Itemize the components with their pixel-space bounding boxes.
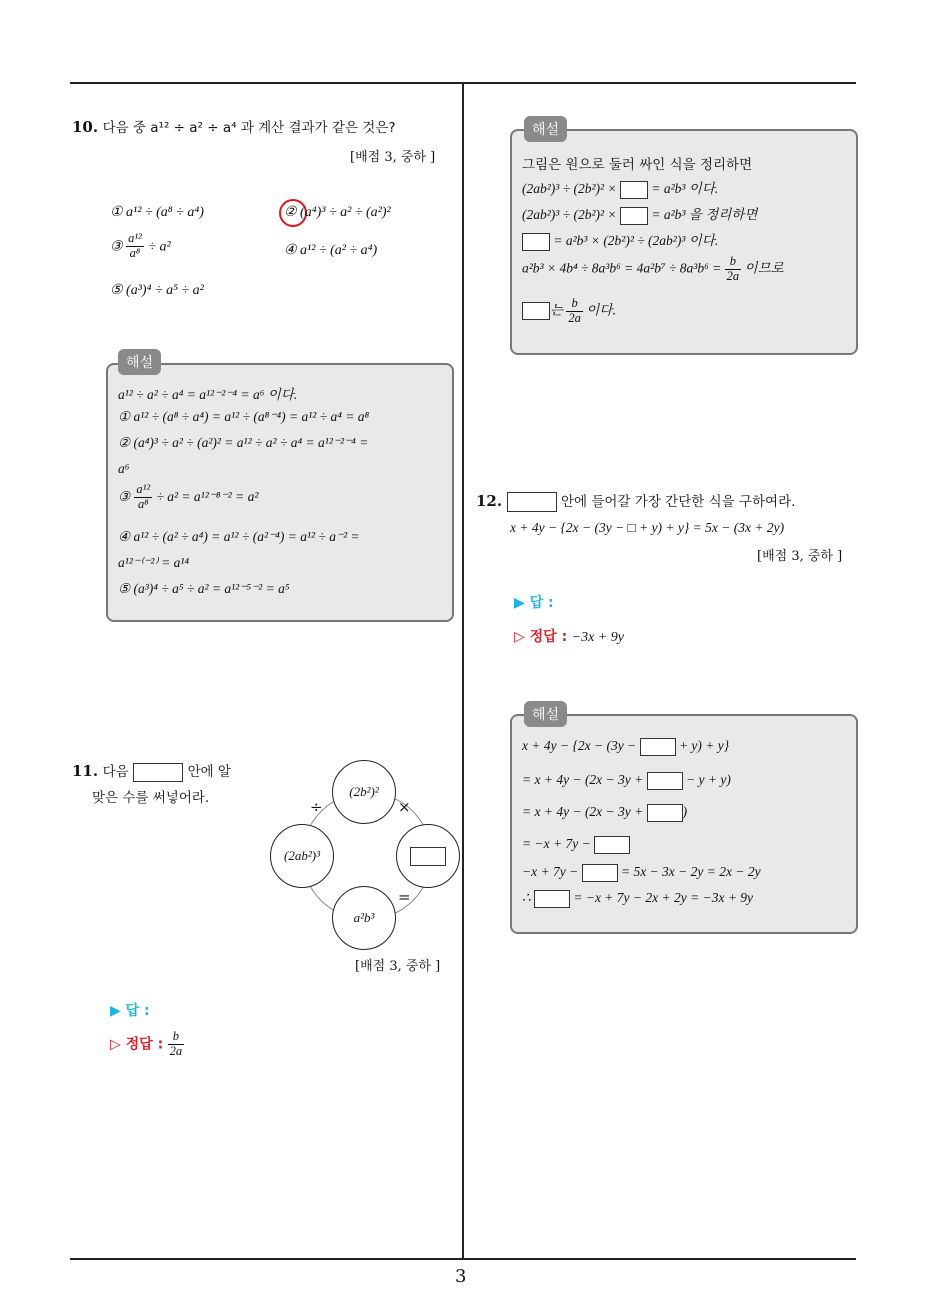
blank-box: [647, 772, 683, 790]
solution-tag: 해설: [118, 349, 161, 375]
circle-top: (2b²)²: [332, 760, 396, 824]
blank-box: [640, 738, 676, 756]
question-10: [72, 116, 452, 136]
blank-box: [133, 763, 183, 782]
solution-line: −x + 7y − = 5x − 3x − 2y = 2x − 2y: [522, 864, 761, 882]
solution-box-12: [510, 714, 858, 934]
page-number: 3: [455, 1266, 467, 1287]
choice-1[interactable]: ① a¹² ÷ (a⁸ ÷ a⁴): [110, 205, 204, 220]
circle-bottom: a²b³: [332, 886, 396, 950]
blank-box: [647, 804, 683, 822]
solution-line: ⑤ (a³)⁴ ÷ a⁵ ÷ a² = a¹²⁻⁵⁻² = a⁵: [118, 581, 290, 596]
solution-line: ① a¹² ÷ (a⁸ ÷ a⁴) = a¹² ÷ (a⁸⁻⁴) = a¹² ÷ a⁴ = a⁸: [118, 409, 370, 424]
question-11: 11. 다음 안에 알 맞은 수를 써넣어라.: [72, 762, 231, 806]
column-divider: [462, 82, 464, 1259]
correct-answer: ▷ 정답 : −3x + 9y: [514, 629, 624, 645]
solution-line: a⁶: [118, 461, 130, 476]
answer-label: ▶ 답 :: [110, 1003, 150, 1019]
solution-line: = x + 4y − (2x − 3y + ): [522, 804, 687, 822]
score-tag: [배점 3, 중하 ]: [355, 959, 441, 974]
choice-4[interactable]: ④ a¹² ÷ (a² ÷ a⁴): [284, 243, 378, 258]
question-number: 11.: [72, 762, 99, 780]
solution-line: = x + 4y − (2x − 3y + − y + y): [522, 772, 731, 790]
operator-times: ×: [398, 798, 411, 816]
circle-right-blank: [396, 824, 460, 888]
circle-diagram: [270, 760, 460, 950]
operator-divide: ÷: [310, 798, 323, 816]
solution-line: = a²b³ × (2b²)² ÷ (2ab²)³ 이다.: [522, 229, 718, 251]
blank-box: [522, 233, 550, 251]
solution-box-10: [106, 363, 454, 622]
question-prompt: 안에 들어갈 가장 간단한 식을 구하여라.: [561, 494, 796, 510]
choice-3-fraction: $\frac{\text{a¹²}}{\text{a⁸}}$: [128, 231, 142, 260]
solution-line: a¹²⁻⁽⁻²⁾ = a¹⁴: [118, 555, 190, 570]
score-tag: [배점 3, 중하 ]: [350, 150, 436, 165]
blank-box: [582, 864, 618, 882]
blank-box: [534, 890, 570, 908]
solution-line: = −x + 7y −: [522, 836, 630, 854]
solution-line: a¹² ÷ a² ÷ a⁴ = a¹²⁻²⁻⁴ = a⁶ 이다.: [118, 387, 298, 402]
choice-3[interactable]: ③ $\frac{\text{a¹²}}{\text{a⁸}}$ ÷ a²: [110, 231, 171, 260]
solution-line: (2ab²)³ ÷ (2b²)² × = a²b³ 을 정리하면: [522, 203, 757, 225]
blank-box: [410, 847, 446, 866]
question-12: [476, 490, 795, 512]
correct-answer: ▷ 정답 : $\frac{b}{2a}$: [110, 1029, 183, 1058]
blank-box: [620, 207, 648, 225]
solution-line: 는 $\frac{b}{2a}$ 이다.: [522, 297, 617, 326]
solution-line: ③ $\frac{\text{a¹²}}{\text{a⁸}}$ ÷ a² = a¹²⁻⁸⁻² = a²: [118, 482, 259, 511]
question-number: 10.: [72, 118, 99, 136]
blank-box: [507, 492, 557, 512]
solution-line: a²b³ × 4b⁴ ÷ 8a³b⁶ = 4a²b⁷ ÷ 8a³b⁶ = $\frac{b}{2a}$ 이므로: [522, 254, 784, 283]
question-equation: x + 4y − {2x − (3y − □ + y) + y} = 5x − (3x + 2y): [510, 520, 785, 535]
choice-2[interactable]: ② (a⁴)³ ÷ a² ÷ (a²)²: [284, 205, 391, 220]
solution-line: ④ a¹² ÷ (a² ÷ a⁴) = a¹² ÷ (a²⁻⁴) = a¹² ÷ a⁻² =: [118, 529, 360, 544]
blank-box: [522, 302, 550, 320]
answer-label: ▶ 답 :: [514, 595, 554, 611]
blank-box: [594, 836, 630, 854]
bottom-rule: [70, 1258, 856, 1260]
operator-equals: =: [398, 888, 411, 906]
solution-box-11: [510, 129, 858, 355]
blank-box: [620, 181, 648, 199]
solution-line: (2ab²)³ ÷ (2b²)² × = a²b³ 이다.: [522, 177, 718, 199]
choice-5[interactable]: ⑤ (a³)⁴ ÷ a⁵ ÷ a²: [110, 283, 204, 298]
solution-line: ② (a⁴)³ ÷ a² ÷ (a²)² = a¹² ÷ a² ÷ a⁴ = a¹²⁻²⁻⁴ =: [118, 435, 369, 450]
score-tag: [배점 3, 중하 ]: [757, 549, 843, 564]
circle-left: (2ab²)³: [270, 824, 334, 888]
solution-line: ∴ = −x + 7y − 2x + 2y = −3x + 9y: [522, 890, 753, 908]
question-prompt: 다음 중 a¹² ÷ a² ÷ a⁴ 과 계산 결과가 같은 것은?: [102, 120, 396, 136]
solution-tag: 해설: [524, 116, 567, 142]
solution-line: 그림은 원으로 둘러 싸인 식을 정리하면: [522, 157, 753, 173]
solution-tag: 해설: [524, 701, 567, 727]
solution-line: x + 4y − {2x − (3y − + y) + y}: [522, 738, 729, 756]
question-number: 12.: [476, 492, 503, 510]
